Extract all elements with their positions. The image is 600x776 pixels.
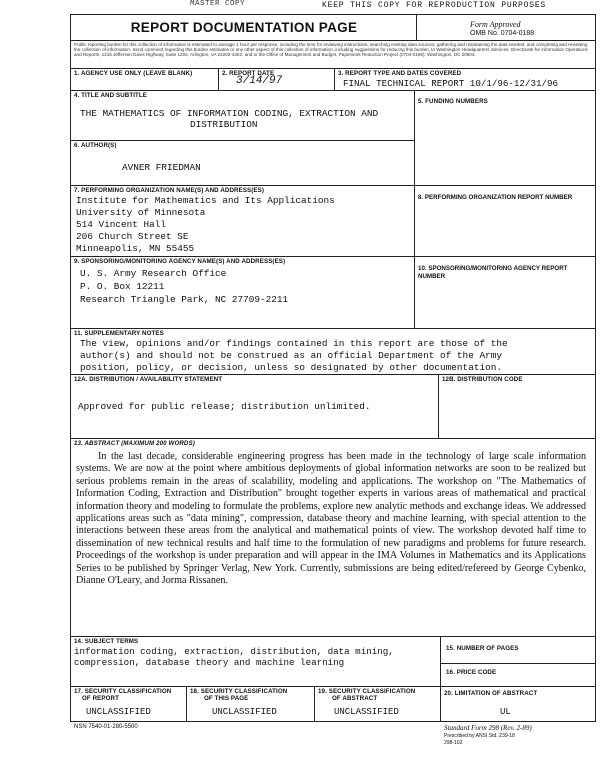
limitation-label: 20. LIMITATION OF ABSTRACT bbox=[444, 690, 538, 697]
title-line-1: THE MATHEMATICS OF INFORMATION CODING, EXTRACTION AND bbox=[80, 108, 379, 119]
security-report-label-2: OF REPORT bbox=[82, 695, 119, 702]
title-line-2: DISTRIBUTION bbox=[190, 119, 258, 130]
performing-org-line-5: Minneapolis, MN 55455 bbox=[76, 243, 195, 254]
security-page-label: 18. SECURITY CLASSIFICATION bbox=[190, 688, 288, 695]
abstract-text: In the last decade, considerable engineering progress has been made in the technology of large scale information systems. We are now at the point where ambitious deployments of global information networks are soon to be realized but serious problems remain in the areas of scalability, modeling and applications. The workshop on "The Mathematics of Information Coding, Extraction and Distribution" brought together experts in various areas of mathematical and practical information theory and modeling to formulate the problems, explore new analytic methods and exchange ideas. We addressed applications areas such as "data mining", compression, database theory and machine learning, with special attention to the interactions between these areas from the analytical and mathematical points of view. The workshop devoted half time to dissemination of new technical results and half time to the formulation of new paradigms and problems for future research. Proceedings of the workshop is under preparation and will appear in the IMA Volumes in Mathematics and its Applications Series to be published by Springer Verlag, New York. Currently, submissions are being edited/refereed by George Cybenko, Dianne O'Leary, and Jorma Rissanen. bbox=[76, 451, 586, 587]
security-page-value: UNCLASSIFIED bbox=[212, 707, 277, 717]
report-type-label: 3. REPORT TYPE AND DATES COVERED bbox=[338, 70, 462, 77]
sponsor-label: 9. SPONSORING/MONITORING AGENCY NAME(S) AND ADDRESS(ES) bbox=[74, 258, 286, 265]
report-date-label: 2. REPORT DATE bbox=[222, 70, 275, 77]
burden-notice: Public reporting burden for this collection of information is estimated to average 1 hour per response, including the time for reviewing instructions, searching existing data sources, gathering and maintaining the data needed, and completing and reviewing the collection of information. Send comment regarding this burden estimates or any other aspect of this collection of information, including suggestions for reducing this burden, to Washington Headquarters Services, Directorate for information Operations and Reports, 1215 Jefferson Davis Highway, Suite 1204, Arlington, VA 22202-4302, and to the Office of Management and Budget, Paperwork Reduction Project (0704-0188), Washington, DC 20503. bbox=[74, 42, 588, 58]
author-value: AVNER FRIEDMAN bbox=[122, 162, 201, 173]
supplementary-line-3: position, policy, or decision, unless so designated by other documentation. bbox=[80, 362, 502, 373]
standard-form-label: Standard Form 298 (Rev. 2-89) bbox=[444, 724, 532, 732]
sponsor-line-1: U. S. Army Research Office bbox=[80, 268, 227, 279]
distribution-code-label: 12B. DISTRIBUTION CODE bbox=[442, 376, 523, 383]
prescribed-by: Prescribed by ANSI Std. Z39-18 bbox=[444, 733, 515, 739]
subject-terms-line-1: information coding, extraction, distribution, data mining, bbox=[74, 646, 394, 657]
distribution-statement: Approved for public release; distribution unlimited. bbox=[78, 401, 371, 412]
distribution-label: 12A. DISTRIBUTION / AVAILABILITY STATEMENT bbox=[74, 376, 223, 383]
subject-terms-label: 14. SUBJECT TERMS bbox=[74, 638, 139, 645]
performing-org-line-1: Institute for Mathematics and Its Applications bbox=[76, 195, 335, 206]
security-abstract-label: 19. SECURITY CLASSIFICATION bbox=[318, 688, 416, 695]
nsn-number: NSN 7540-01-280-5500 bbox=[74, 724, 138, 730]
omb-number: OMB No. 0704-0188 bbox=[470, 30, 535, 37]
number-of-pages-label: 15. NUMBER OF PAGES bbox=[446, 645, 519, 652]
supplementary-line-2: author(s) and should not be construed as an official Department of the Army bbox=[80, 350, 502, 361]
sponsor-line-3: Research Triangle Park, NC 27709-2211 bbox=[80, 294, 289, 305]
price-code-label: 16. PRICE CODE bbox=[446, 669, 497, 676]
form-approved: Form Approved bbox=[470, 20, 521, 29]
supplementary-line-1: The view, opinions and/or findings contained in this report are those of the bbox=[80, 338, 508, 349]
subject-terms-line-2: compression, database theory and machine learning bbox=[74, 657, 345, 668]
security-abstract-value: UNCLASSIFIED bbox=[334, 707, 399, 717]
sponsor-line-2: P. O. Box 12211 bbox=[80, 281, 165, 292]
security-report-label: 17. SECURITY CLASSIFICATION bbox=[74, 688, 172, 695]
authors-label: 6. AUTHOR(S) bbox=[74, 142, 117, 149]
performing-org-label: 7. PERFORMING ORGANIZATION NAME(S) AND ADDRESS(ES) bbox=[74, 187, 265, 194]
perf-report-number-label: 8. PERFORMING ORGANIZATION REPORT NUMBER bbox=[418, 194, 573, 201]
title-label: 4. TITLE AND SUBTITLE bbox=[74, 92, 148, 99]
form-title: REPORT DOCUMENTATION PAGE bbox=[130, 20, 358, 35]
agency-use-label: 1. AGENCY USE ONLY (LEAVE BLANK) bbox=[74, 70, 193, 77]
report-type-value: FINAL TECHNICAL REPORT 10/1/96-12/31/96 bbox=[343, 78, 559, 89]
performing-org-line-4: 206 Church Street SE bbox=[76, 231, 189, 242]
security-page-label-2: OF THIS PAGE bbox=[204, 695, 249, 702]
reproduction-stamp: KEEP THIS COPY FOR REPRODUCTION PURPOSES bbox=[322, 1, 547, 10]
master-copy-stamp: MASTER COPY bbox=[190, 0, 246, 8]
form-code: 298-102 bbox=[444, 740, 463, 746]
security-abstract-label-2: OF ABSTRACT bbox=[332, 695, 378, 702]
performing-org-line-2: University of Minnesota bbox=[76, 207, 206, 218]
performing-org-line-3: 514 Vincent Hall bbox=[76, 219, 167, 230]
sponsor-report-number-label: 10. SPONSORING/MONITORING AGENCY REPORT NUMBER bbox=[418, 265, 568, 280]
abstract-label: 13. ABSTRACT (MAXIMUM 200 WORDS) bbox=[74, 440, 195, 447]
report-date-value: 3/14/97 bbox=[236, 75, 283, 87]
funding-label: 5. FUNDING NUMBERS bbox=[418, 98, 488, 105]
limitation-value: UL bbox=[500, 707, 511, 717]
supplementary-label: 11. SUPPLEMENTARY NOTES bbox=[74, 330, 164, 337]
security-report-value: UNCLASSIFIED bbox=[86, 707, 151, 717]
